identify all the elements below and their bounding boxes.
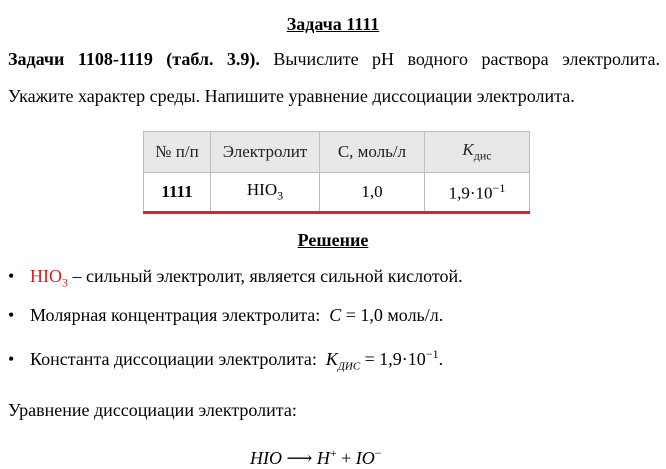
- bullet-concentration: • Молярная концентрация электролита: C = 1,0 моль/л.: [8, 305, 444, 325]
- problem-ref: Задачи 1108-1119 (табл. 3.9).: [8, 49, 260, 69]
- problem-statement-line1: [8, 49, 660, 70]
- header-concentration: [320, 132, 425, 173]
- problem-statement-line2: Укажите характер среды. Напишите уравнение диссоциации электролита.: [8, 86, 575, 106]
- var-k: $K_{ДИС}$: [325, 349, 361, 373]
- equation-label: Уравнение диссоциации электролита:: [8, 400, 297, 420]
- dissociation-equation: HIO ⟶ H+ + IO−: [250, 446, 382, 468]
- bullet-dissociation-constant: • Константа диссоциации электролита: $K_{ДИС} = 1,9\cdot 10^{-1}$.: [8, 347, 444, 373]
- table-row: [144, 173, 530, 213]
- header-k: $K_{дис}$: [425, 132, 530, 173]
- header-electrolyte: Электролит: [211, 132, 320, 173]
- bullet-strong-electrolyte: • $HIO_3$ – сильный электролит, является сильной кислотой.: [8, 266, 463, 290]
- value-c: = 1,0 моль/л: [345, 305, 439, 325]
- cell-concentration: 1,0: [320, 173, 425, 213]
- cell-num: 1111: [144, 173, 211, 213]
- value-k: = $1,9\cdot 10^{-1}$: [364, 347, 439, 369]
- bullet-dot: •: [8, 305, 15, 325]
- problem-task: Вычислите pH водного раствора электролита.: [273, 49, 661, 69]
- cell-k: $1,9\cdot 10^{-1}$: [425, 173, 530, 213]
- arrow-icon: ⟶: [286, 448, 313, 468]
- solution-heading: Решение: [297, 230, 369, 250]
- bullet-dot: •: [8, 266, 15, 286]
- bullet-dot: •: [8, 349, 15, 369]
- table-header-row: [144, 132, 530, 173]
- var-c: C: [329, 305, 342, 325]
- cell-electrolyte: $HIO_3$: [211, 173, 320, 213]
- header-num: № п/п: [144, 132, 211, 173]
- formula-hio3: $HIO_3$: [30, 266, 68, 290]
- data-table: [143, 131, 530, 214]
- header-concentration-label: C, моль/л: [337, 142, 407, 161]
- problem-title: Задача 1111: [286, 14, 380, 34]
